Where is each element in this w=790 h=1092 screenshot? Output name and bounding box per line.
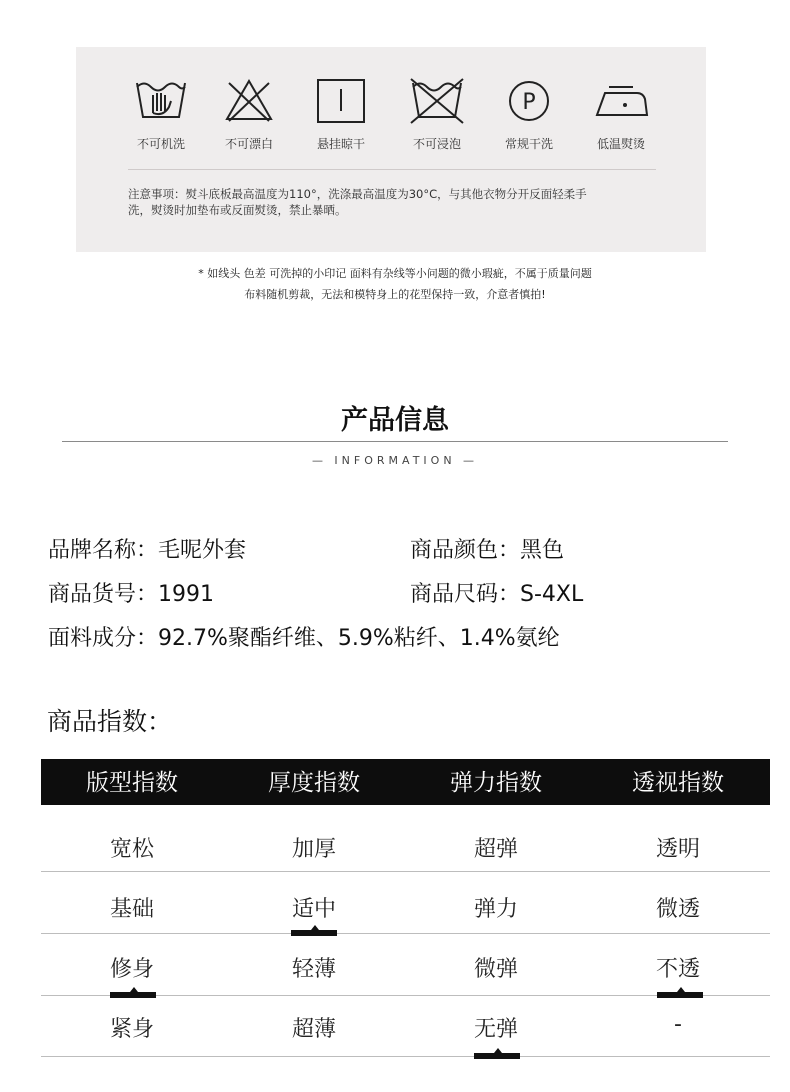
index-cell: 微弹: [473, 957, 518, 982]
care-divider: [128, 169, 656, 170]
selected-marker-transparency: [657, 992, 703, 998]
care-label: 低温熨烫: [596, 137, 645, 151]
care-item-dry-clean: [484, 77, 574, 152]
no-bleach-icon: [221, 77, 277, 125]
care-label: 不可机洗: [136, 137, 185, 151]
care-note-line: 洗，熨烫时加垫布或反面熨烫，禁止暴晒。: [128, 203, 347, 217]
svg-text:P: P: [522, 90, 536, 115]
care-item-no-soak: [392, 77, 482, 152]
care-item-low-iron: [576, 77, 666, 152]
index-cell: 超弹: [473, 837, 518, 862]
index-cell: -: [674, 1012, 682, 1037]
care-item-no-machine-wash: [116, 77, 206, 152]
index-header-cell: 透视指数: [632, 770, 724, 796]
index-header-cell: 版型指数: [86, 770, 178, 796]
care-label: 悬挂晾干: [316, 137, 365, 151]
dry-clean-p-icon: [501, 77, 557, 125]
table-row-divider: [41, 933, 770, 934]
care-instructions-panel: [76, 47, 706, 252]
no-machine-wash-icon: [133, 77, 189, 125]
index-cell: 基础: [109, 897, 154, 922]
hang-dry-icon: [313, 77, 369, 125]
index-header-cell: 厚度指数: [268, 770, 360, 796]
selected-marker-elasticity: [474, 1053, 520, 1059]
section-title: 产品信息: [341, 405, 449, 436]
care-label: 不可漂白: [224, 137, 273, 151]
index-cell: 超薄: [291, 1017, 336, 1042]
index-cell: 弹力: [473, 897, 518, 922]
info-sku: 商品货号：1991: [48, 582, 214, 607]
index-cell: 无弹: [473, 1017, 518, 1042]
info-fabric: 面料成分：92.7%聚酯纤维、5.9%粘纤、1.4%氨纶: [48, 626, 560, 651]
index-cell: 微透: [655, 897, 700, 922]
care-label: 常规干洗: [504, 137, 553, 151]
index-cell: 透明: [655, 837, 700, 862]
info-color: 商品颜色：黑色: [410, 538, 565, 563]
index-table-header: [41, 759, 770, 805]
disclaimer-line: 布料随机剪裁，无法和模特身上的花型保持一致，介意者慎拍!: [244, 288, 546, 301]
index-header-cell: 弹力指数: [450, 770, 542, 796]
care-note: [128, 186, 658, 218]
selected-marker-fit: [110, 992, 156, 998]
care-label: 不可浸泡: [412, 137, 461, 151]
index-cell: 宽松: [109, 837, 154, 862]
no-soak-icon: [409, 77, 465, 125]
care-item-no-bleach: [204, 77, 294, 152]
care-item-hang-dry: [296, 77, 386, 152]
info-brand: 品牌名称：毛呢外套: [48, 538, 247, 563]
index-heading: 商品指数：: [47, 707, 173, 736]
care-note-line: 注意事项：熨斗底板最高温度为110°，洗涤最高温度为30°C，与其他衣物分开反面轻柔手: [128, 187, 587, 201]
table-row-divider: [41, 1056, 770, 1057]
selected-marker-thickness: [291, 930, 337, 936]
disclaimer-line: * 如线头 色差 可洗掉的小印记 面料有杂线等小问题的微小瑕疵，不属于质量问题: [198, 267, 592, 280]
index-cell: 加厚: [291, 837, 336, 862]
index-cell: 不透: [655, 957, 700, 982]
low-iron-icon: [593, 77, 649, 125]
index-cell: 轻薄: [291, 957, 336, 982]
section-divider: [62, 441, 728, 442]
table-row-divider: [41, 871, 770, 872]
index-cell: 适中: [291, 897, 336, 922]
section-subtitle: — INFORMATION —: [311, 454, 479, 467]
index-cell: 修身: [109, 957, 154, 982]
index-cell: 紧身: [109, 1017, 154, 1042]
info-size: 商品尺码：S-4XL: [410, 582, 584, 607]
